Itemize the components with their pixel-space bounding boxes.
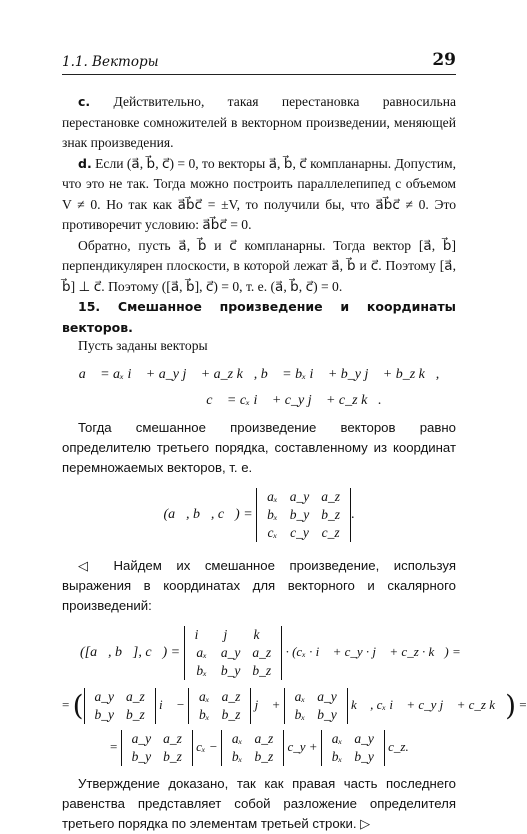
matrix-ijk-cell: bₓ (196, 662, 207, 678)
matrix-ijk-cell: i⃗ (194, 626, 209, 642)
minor-1b (121, 730, 193, 766)
minor-cell: b_y (131, 748, 152, 764)
minor-cell: bₓ (294, 706, 306, 722)
minor-cell: aₓ (231, 730, 243, 746)
section-15-intro: Пусть заданы векторы (78, 338, 208, 353)
item-label-c: c. (78, 94, 91, 109)
line2-term2: j⃗ + (254, 696, 281, 712)
minor-cell: a_y (354, 730, 374, 746)
matrix-ijk-row (189, 662, 278, 680)
line3-term2: c_y + (287, 738, 318, 754)
minor-row (289, 706, 343, 724)
minor-row (89, 706, 151, 724)
matrix-abc-row (261, 488, 346, 506)
minor-cell: b_z (126, 706, 145, 722)
determinant-abc (256, 488, 351, 542)
minor-cell: a_z (126, 688, 145, 704)
minor-row (289, 688, 343, 706)
matrix-abc-cell: cₓ (267, 524, 278, 540)
matrix-ijk-cell: b_z (252, 662, 272, 678)
minor-row (326, 748, 380, 766)
minor-cell: b_y (317, 706, 337, 722)
determinant-ijk (184, 626, 283, 680)
minor-row (126, 748, 188, 766)
running-header (62, 48, 456, 75)
minor-cell: a_y (317, 688, 337, 704)
proof-lhs: ([a⃗, b⃗], c⃗) = (80, 644, 181, 660)
minor-3 (284, 688, 348, 724)
matrix-abc-row (261, 524, 346, 542)
minor-cell: bₓ (331, 748, 343, 764)
minor-cell: aₓ (331, 730, 343, 746)
minor-row (193, 706, 246, 724)
minor-cell: b_z (254, 748, 274, 764)
minor-2b (221, 730, 284, 766)
minor-row (126, 730, 188, 748)
formula-proof-line2: = ( a_y a_z b_y b_z i⃗ − aₓ a_z bₓ b_z j⃗ + aₓ a_y bₓ b_y k⃗ , cₓ i⃗ + c_y j⃗ + c_z k⃗) = (62, 688, 527, 722)
paragraph-converse: Обратно, пусть a⃗, b⃗ и c⃗ компланарны. Тогда вектор [a⃗, b⃗] перпендикулярен плоскости, в которой лежат a⃗, b⃗ и c⃗. Поэтому [a⃗, b⃗] ⊥ c⃗. Поэтому ([a⃗, b⃗], c⃗) = 0, т. е. (a⃗, b⃗, c⃗) = 0. (62, 237, 456, 294)
matrix-abc-row (261, 506, 346, 524)
matrix-ijk-cell: a_y (220, 644, 241, 660)
line3-term1: cₓ − (196, 738, 218, 754)
matrix-abc-cell: aₓ (267, 488, 278, 504)
minor-cell: a_y (94, 688, 115, 704)
line3-term3: c_z. (388, 738, 409, 754)
section-15-title: 15. Смешанное произведение и координаты векторов. (62, 299, 456, 335)
minor-cell: a_y (131, 730, 152, 746)
minor-cell: bₓ (199, 706, 210, 722)
page-body (62, 92, 527, 834)
minor-1 (84, 688, 156, 724)
matrix-abc-cell: a_z (321, 488, 340, 504)
matrix-abc-cell: bₓ (267, 506, 278, 522)
formula-proof-line1 (80, 626, 461, 680)
minor-cell: a_z (163, 730, 182, 746)
paragraph-d (62, 154, 456, 236)
matrix-ijk-row (189, 626, 278, 644)
line2-term3: k⃗ , cₓ i⃗ + c_y j⃗ + c_z k⃗ (351, 696, 506, 712)
matrix-ijk-cell: b_y (220, 662, 241, 678)
minor-3b (321, 730, 385, 766)
minor-cell: aₓ (199, 688, 210, 704)
minor-row (193, 688, 246, 706)
paragraph-proof: ◁ Найдем их смешанное произведение, используя выражения в координатах для векторного и скалярного произведений: (62, 557, 456, 613)
minor-cell: b_y (354, 748, 374, 764)
minor-cell: a_z (221, 688, 241, 704)
matrix-ijk-row (189, 644, 278, 662)
minor-cell: a_z (254, 730, 274, 746)
section-title: 1.1. Векторы (62, 54, 159, 70)
formula-vector-c: c⃗ = cₓ i⃗ + c_y j⃗ + c_z k⃗. (206, 393, 382, 408)
matrix-ijk-cell: k⃗ (253, 626, 270, 642)
minor-row (226, 730, 279, 748)
matrix-abc-cell: b_y (289, 506, 310, 522)
proof-rhs: · (cₓ · i⃗ + c_y · j⃗ + c_z · k⃗) = (285, 643, 461, 659)
line2-term1: i⃗ − (159, 696, 185, 712)
paragraph-c-text: Действительно, такая перестановка равносильна перестановке сомножителей в векторном произведении, меняющей знак произведения. (62, 94, 456, 150)
minor-cell: bₓ (231, 748, 243, 764)
matrix-abc-cell: c_y (290, 524, 309, 540)
formula-vectors-ab: a⃗ = aₓ i⃗ + a_y j⃗ + a_z k⃗, b⃗ = bₓ i⃗ + b_y j⃗ + b_z k⃗, (78, 366, 440, 382)
minor-cell: aₓ (294, 688, 306, 704)
matrix-ijk-cell: aₓ (196, 644, 207, 660)
minor-cell: b_z (163, 748, 182, 764)
paragraph-conclusion: Утверждение доказано, так как правая часть последнего равенства представляет собой разложение определителя третьего порядка по элементам третьей строки. ▷ (62, 775, 456, 831)
matrix-abc-cell: a_y (289, 488, 310, 504)
matrix-ijk-cell: a_z (252, 644, 272, 660)
paragraph-d-text: Если (a⃗, b⃗, c⃗) = 0, то векторы a⃗, b⃗, c⃗ компланарны. Допустим, что это не так. Тогда можно построить параллелепипед с объемом V ≠ 0. Но так как a⃗b⃗c⃗ = ±V, то получили бы, что a⃗b⃗c⃗ ≠ 0. Это противоречит условию: a⃗b⃗c⃗ = 0. (62, 155, 456, 232)
minor-cell: b_y (94, 706, 115, 722)
minor-2 (188, 688, 251, 724)
minor-cell: b_z (221, 706, 241, 722)
formula-determinant: (a⃗, b⃗, c⃗) = aₓ a_y a_z bₓ b_y b_z cₓ c_y c_z . (163, 488, 355, 540)
item-label-d: d. (78, 155, 92, 171)
minor-row (326, 730, 380, 748)
page-number: 29 (432, 50, 456, 70)
formula-proof-line3: = a_y a_z b_y b_z cₓ − aₓ a_z bₓ b_z c_y + aₓ a_y bₓ b_y c_z. (110, 730, 409, 764)
matrix-ijk-cell: j⃗ (223, 626, 238, 642)
section-15-heading (62, 297, 456, 338)
matrix-abc-cell: c_z (321, 524, 340, 540)
determinant-lhs: (a⃗, b⃗, c⃗) = (163, 506, 253, 522)
minor-row (89, 688, 151, 706)
paragraph-theorem: Тогда смешанное произведение векторов равно определителю третьего порядка, составленному из координат перемножаемых векторов, т. е. (62, 419, 456, 475)
minor-row (226, 748, 279, 766)
paragraph-c (62, 92, 456, 154)
matrix-abc-cell: b_z (321, 506, 340, 522)
